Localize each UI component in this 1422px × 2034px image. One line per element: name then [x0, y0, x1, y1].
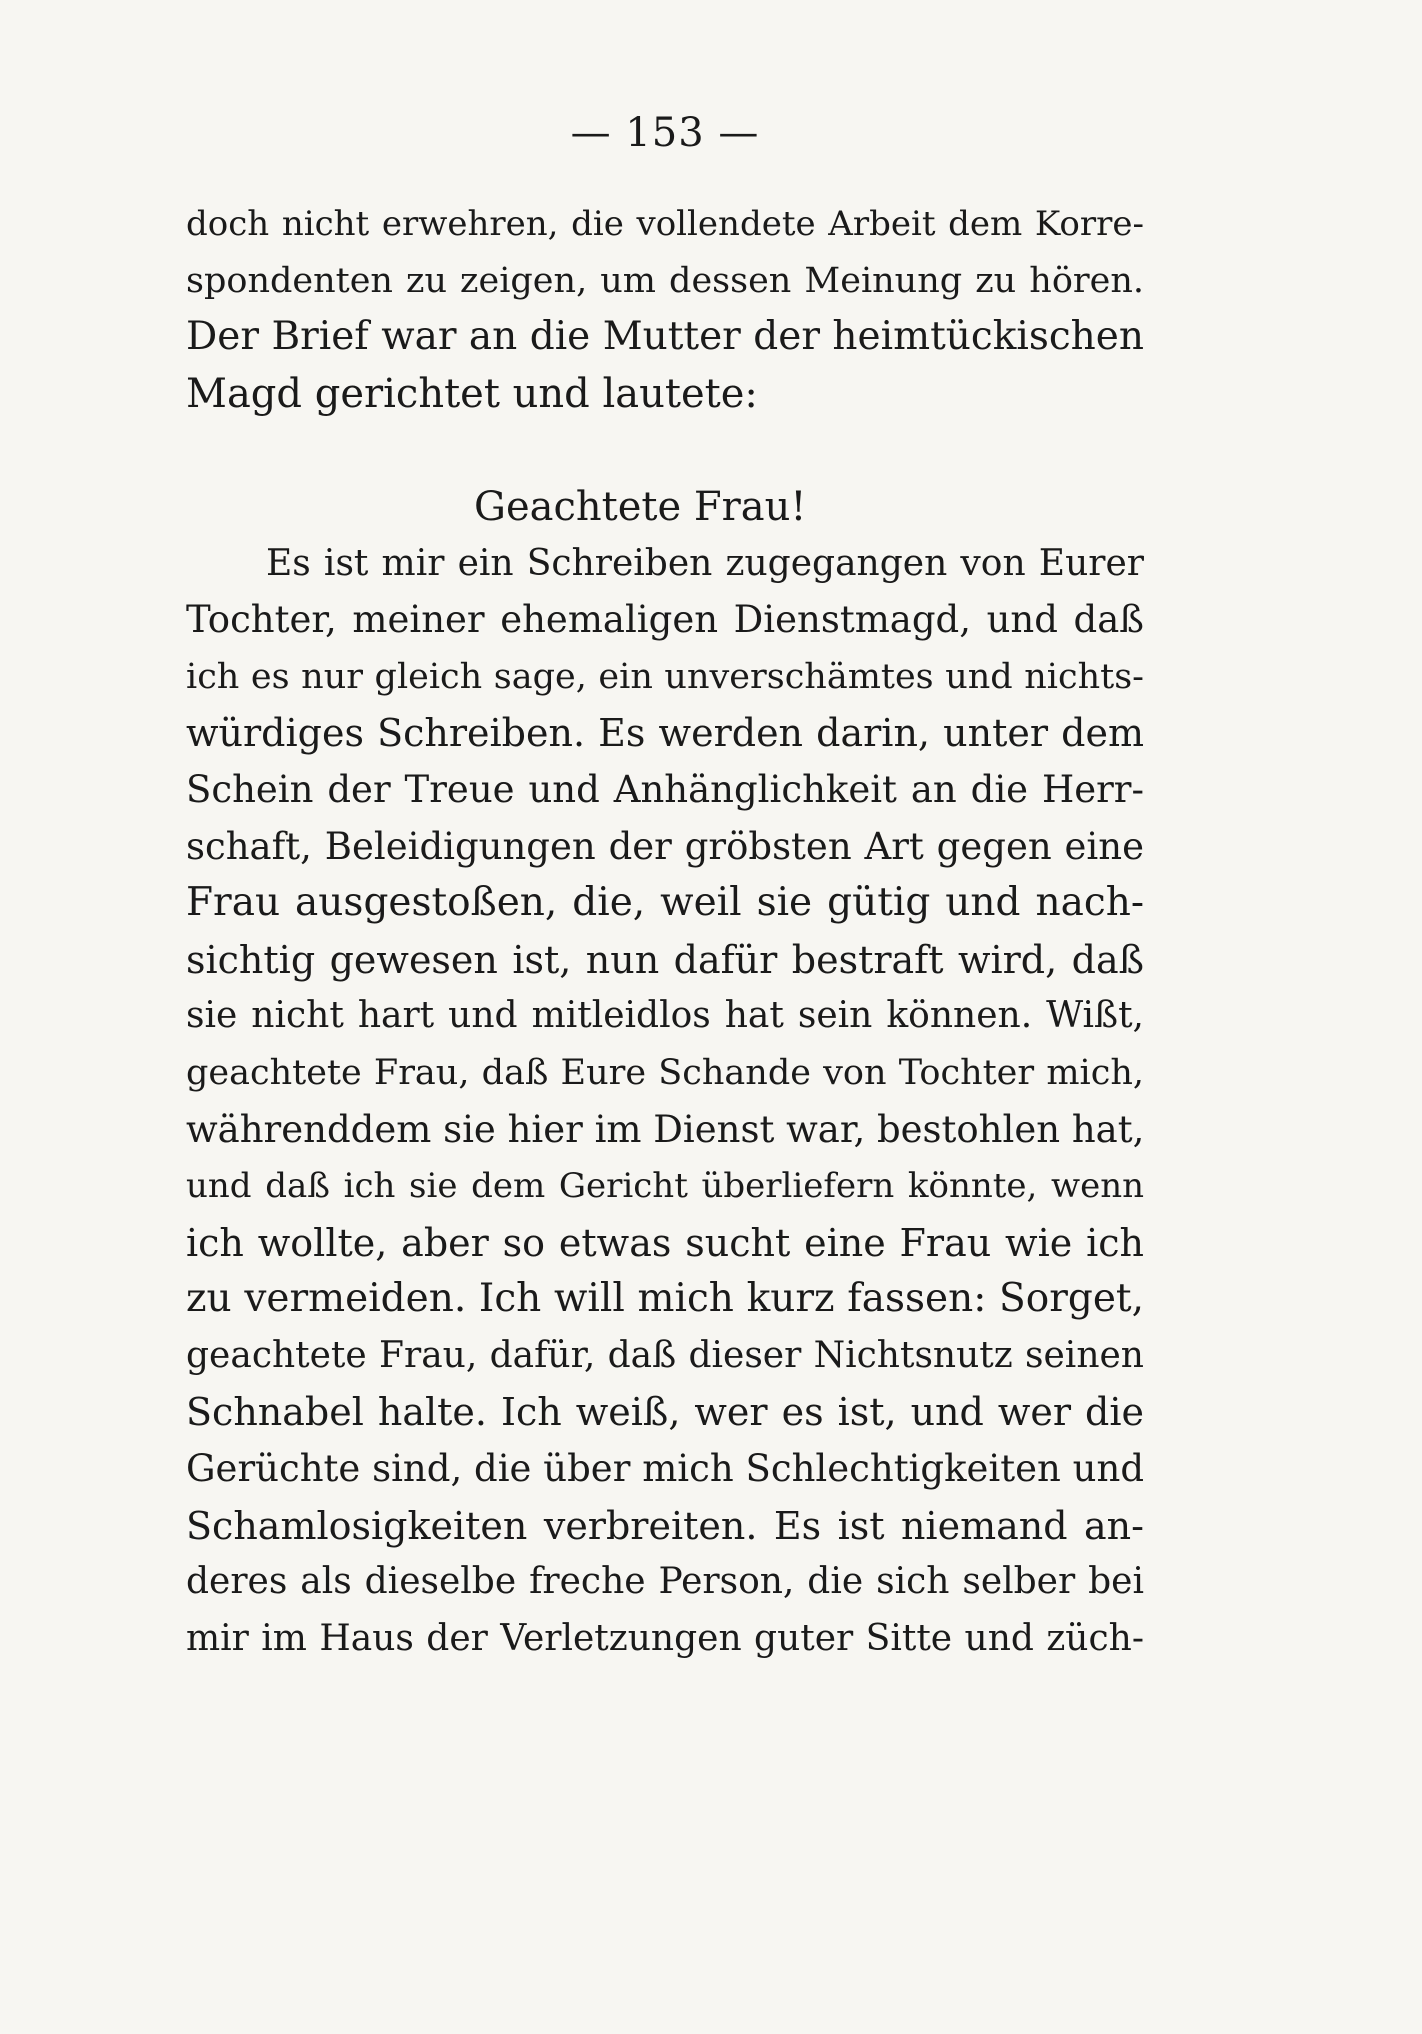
paragraph-gap [186, 422, 1144, 479]
letter-line: währenddem sie hier im Dienst war, bestohlen hat, [186, 1107, 1145, 1151]
letter-line: Schein der Treue und Anhänglichkeit an die Herr- [186, 767, 1144, 811]
letter-line: Frau ausgestoßen, die, weil sie gütig und nach- [186, 880, 1144, 926]
letter-salutation: Geachtete Frau! [474, 483, 807, 530]
text-line: doch nicht erwehren, die vollendete Arbeit dem Korre- [186, 204, 1144, 244]
letter-line: geachtete Frau, daß Eure Schande von Tochter mich, [186, 1052, 1144, 1093]
letter-line: schaft, Beleidigungen der gröbsten Art gegen eine [186, 824, 1144, 868]
letter-line: deres als dieselbe freche Person, die sich selber bei [186, 1561, 1144, 1603]
letter-line: Schamlosigkeiten verbreiten. Es ist niemand an- [186, 1503, 1144, 1548]
letter-line: würdiges Schreiben. Es werden darin, unter dem [186, 711, 1144, 756]
page-number: — 153 — [570, 110, 760, 156]
letter-line: und daß ich sie dem Gericht überliefern könnte, wenn [186, 1166, 1144, 1207]
letter-line: Schnabel halte. Ich weiß, wer es ist, und wer die [186, 1390, 1144, 1435]
letter-line: zu vermeiden. Ich will mich kurz fassen: Sorget, [186, 1276, 1144, 1322]
text-line: Magd gerichtet und lautete: [186, 370, 758, 417]
letter-line: Tochter, meiner ehemaligen Dienstmagd, und daß [186, 598, 1144, 642]
letter-line: ich wollte, aber so etwas sucht eine Frau wie ich [186, 1220, 1144, 1265]
text-line: Der Brief war an die Mutter der heimtückischen [186, 314, 1144, 360]
letter-line: sie nicht hart und mitleidlos hat sein können. Wißt, [186, 995, 1144, 1037]
body-text [186, 196, 1144, 1667]
letter-line: mir im Haus der Verletzungen guter Sitte und züch- [186, 1617, 1144, 1659]
letter-line: ich es nur gleich sage, ein unverschämtes und nichts- [186, 656, 1144, 697]
text-line: spondenten zu zeigen, um dessen Meinung zu hören. [186, 260, 1144, 301]
letter-line: Gerüchte sind, die über mich Schlechtigkeiten und [186, 1447, 1144, 1491]
letter-line: Es ist mir ein Schreiben zugegangen von Eurer [266, 542, 1144, 584]
letter-line: sichtig gewesen ist, nun dafür bestraft wird, daß [186, 937, 1144, 982]
letter-line: geachtete Frau, dafür, daß dieser Nichtsnutz seinen [186, 1334, 1144, 1376]
